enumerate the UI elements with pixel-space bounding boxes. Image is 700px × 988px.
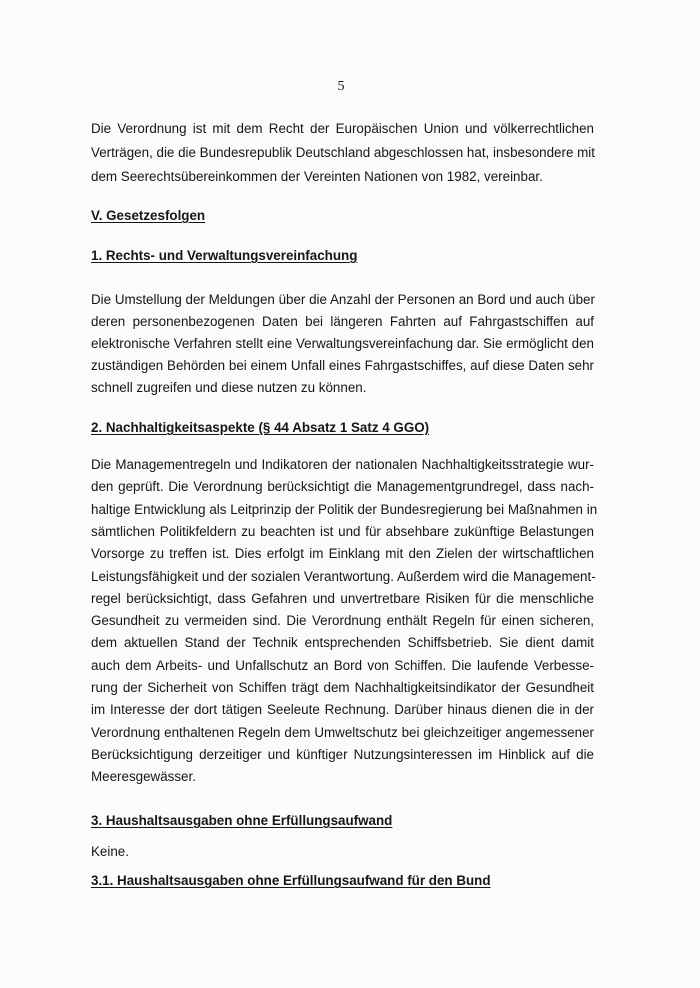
- paragraph-line: Verordnung enthaltenen Regeln dem Umweltschutz bei gleichzeitiger angemessener: [91, 724, 594, 740]
- paragraph-line: Meeresgewässer.: [91, 769, 196, 785]
- paragraph-line: Vorsorge zu treffen ist. Dies erfolgt im Einklang mit den Zielen der wirtschaftlichen: [91, 546, 594, 562]
- paragraph-line: schnell zugreifen und diese nutzen zu können.: [91, 380, 367, 395]
- paragraph-line: auch dem Arbeits- und Unfallschutz an Bord von Schiffen. Die laufende Verbesse-: [91, 657, 594, 673]
- paragraph-line: zuständigen Behörden bei einem Unfall eines Fahrgastschiffes, auf diese Daten sehr: [91, 358, 594, 373]
- paragraph-line: elektronische Verfahren stellt eine Verwaltungsvereinfachung dar. Sie ermöglicht den: [91, 336, 594, 351]
- paragraph-line: rung der Sicherheit von Schiffen trägt dem Nachhaltigkeitsindikator der Gesundheit: [91, 680, 594, 695]
- paragraph-line: Berücksichtigung derzeitiger und künftiger Nutzungsinteressen im Hinblick auf die: [91, 746, 594, 762]
- paragraph-line: haltige Entwicklung als Leitprinzip der Politik der Bundesregierung bei Maßnahmen in: [91, 501, 598, 517]
- paragraph-line: Leistungsfähigkeit und der sozialen Verantwortung. Außerdem wird die Management-: [91, 568, 596, 584]
- paragraph-line: sämtlichen Politikfeldern zu beachten ist und für absehbare zukünftige Belastungen: [91, 523, 594, 539]
- section-heading-v: V. Gesetzesfolgen: [91, 208, 206, 223]
- paragraph-line: regel berücksichtigt, dass Gefahren und unvertretbare Risiken für die menschliche: [91, 590, 594, 606]
- paragraph-line: dem Seerechtsübereinkommen der Vereinten Nationen von 1982, vereinbar.: [91, 169, 543, 184]
- paragraph-line: im Interesse der dort tätigen Seeleute Rechnung. Darüber hinaus dienen die in der: [91, 702, 594, 718]
- paragraph-line: Gesundheit zu vermeiden sind. Die Verordnung enthält Regeln für einen sicheren,: [91, 613, 594, 629]
- paragraph-line: deren personenbezogenen Daten bei längeren Fahrten auf Fahrgastschiffen auf: [91, 314, 594, 329]
- paragraph-line: dem aktuellen Stand der Technik entsprechenden Schiffsbetrieb. Sie dient damit: [91, 635, 594, 651]
- section-heading-3-1: 3.1. Haushaltsausgaben ohne Erfüllungsaufwand für den Bund: [91, 873, 491, 888]
- section-heading-1: 1. Rechts- und Verwaltungsvereinfachung: [91, 248, 358, 263]
- section-heading-3: 3. Haushaltsausgaben ohne Erfüllungsaufwand: [91, 813, 393, 828]
- paragraph-line: Die Managementregeln und Indikatoren der nationalen Nachhaltigkeitsstrategie wur-: [91, 457, 594, 472]
- paragraph-line: Die Verordnung ist mit dem Recht der Europäischen Union und völkerrechtlichen: [91, 121, 594, 136]
- section-heading-2: 2. Nachhaltigkeitsaspekte (§ 44 Absatz 1 Satz 4 GGO): [91, 420, 430, 435]
- page-number: 5: [337, 79, 345, 94]
- paragraph-line: Verträgen, die die Bundesrepublik Deutschland abgeschlossen hat, insbesondere mit: [91, 145, 595, 160]
- section-3-text: Keine.: [91, 844, 129, 859]
- paragraph-line: den geprüft. Die Verordnung berücksichtigt die Managementgrundregel, dass nach-: [91, 479, 594, 495]
- paragraph-line: Die Umstellung der Meldungen über die Anzahl der Personen an Bord und auch über: [91, 292, 595, 307]
